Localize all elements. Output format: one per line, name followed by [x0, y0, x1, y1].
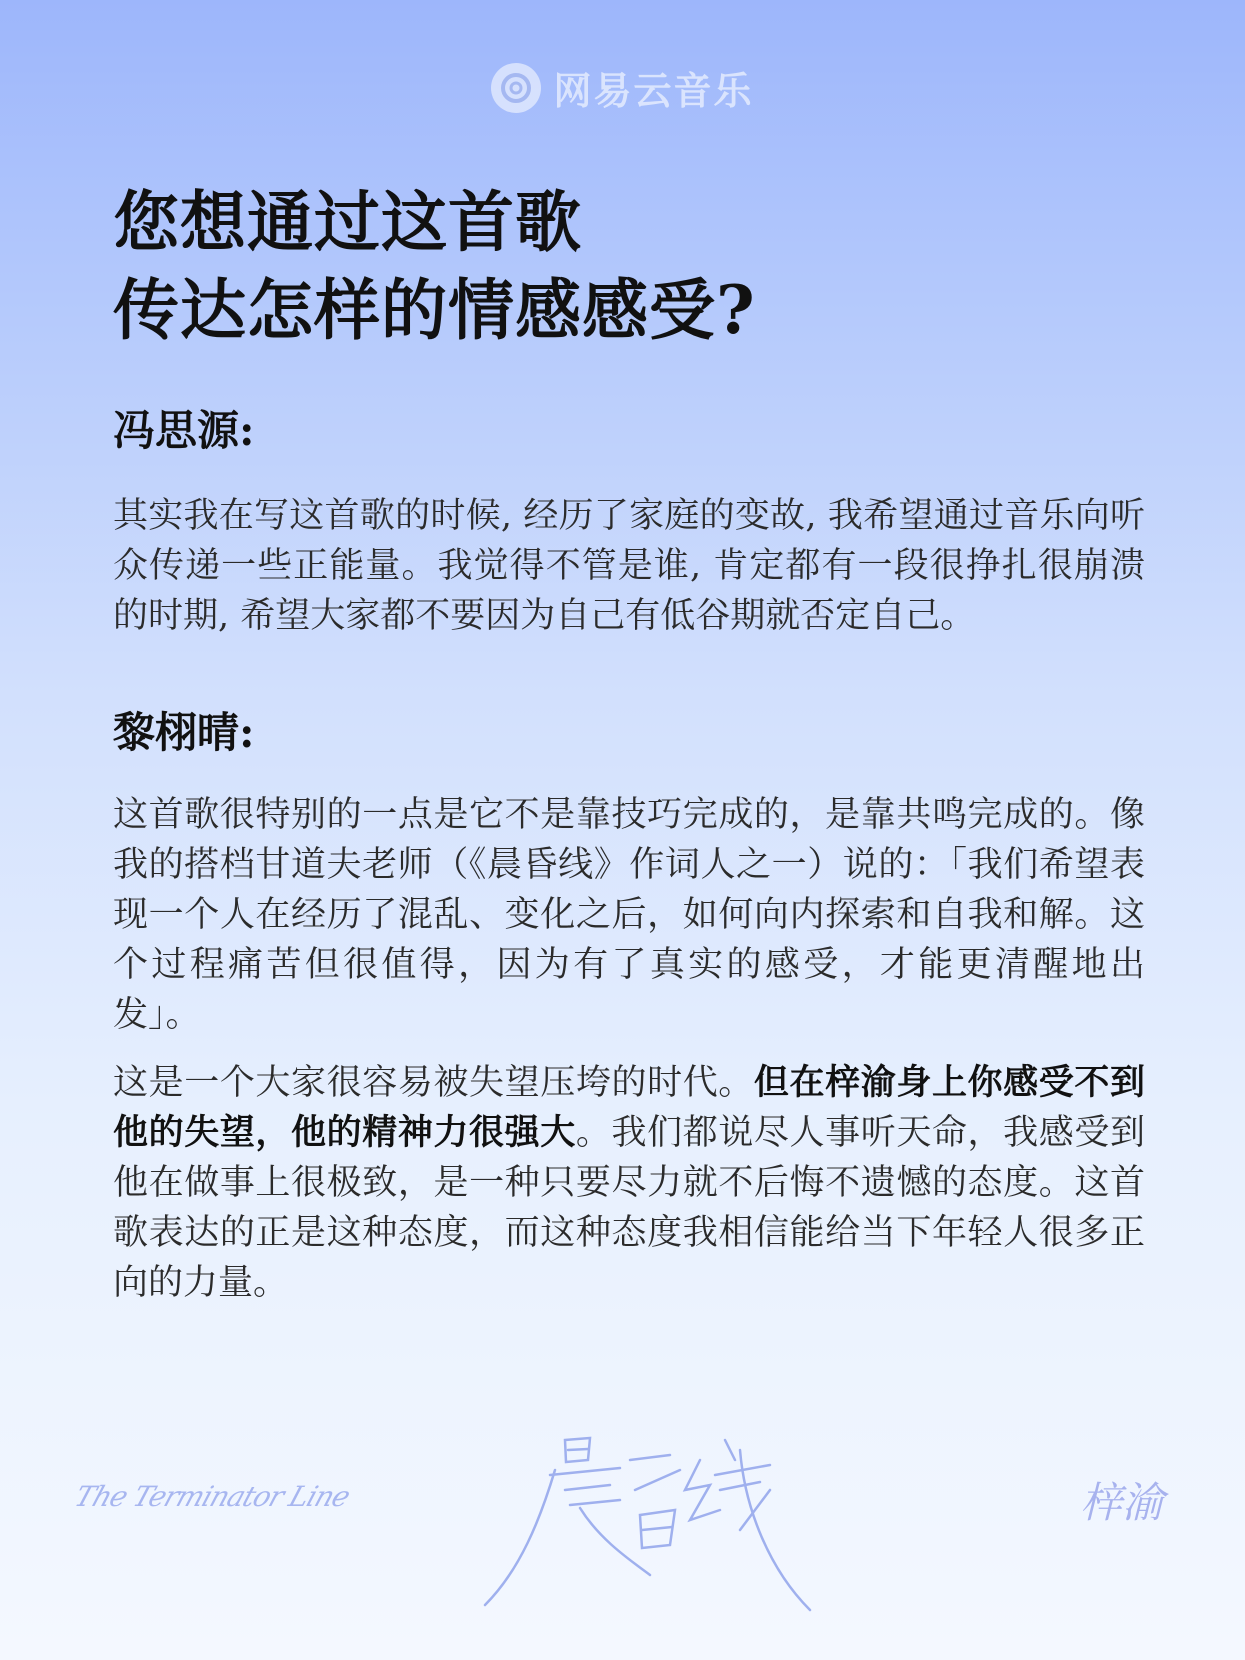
- brand-logo: [0, 60, 1245, 115]
- speaker-name: 冯思源:: [113, 406, 255, 455]
- title-line-1: 您想通过这首歌: [113, 183, 582, 261]
- answer-paragraph: 其实我在写这首歌的时候, 经历了家庭的变故, 我希望通过音乐向听众传递一些正能量。我觉得不管是谁, 肯定都有一段很挣扎很崩溃的时期, 希望大家都不要因为自己有低谷期就否定自己。: [113, 496, 1145, 636]
- answer-paragraph: 这首歌很特别的一点是它不是靠技巧完成的，是靠共鸣完成的。像我的搭档甘道夫老师（《晨昏线》作词人之一）说的：「我们希望表现一个人在经历了混乱、变化之后，如何向内探索和自我和解。这个过程痛苦但很值得，因为有了真实的感受，才能更清醒地出发」。: [113, 795, 1145, 1035]
- paragraph-text: 。我们都说尽人事听天命，我感受到他在做事上很极致，是一种只要尽力就不后悔不遗憾的态度。这首歌表达的正是这种态度，而这种态度我相信能给当下年轻人很多正向的力量。: [113, 1113, 1145, 1303]
- paragraph-text: 这是一个大家很容易被失望压垮的时代。: [113, 1063, 754, 1103]
- song-title-calligraphy: [470, 1430, 830, 1630]
- artist-signature: 梓渝: [1080, 1478, 1165, 1527]
- english-title-signature: The Terminator Line: [70, 1480, 354, 1513]
- paragraph-emphasis: 但在梓渝身上你感受不到他的失望，他的精神力很强大: [113, 1062, 1145, 1153]
- answer-paragraph: [113, 1058, 1145, 1308]
- speaker-name: 黎栩晴:: [113, 708, 255, 757]
- brand-name: 网易云音乐: [553, 69, 754, 113]
- title-line-2: 传达怎样的情感感受?: [113, 271, 756, 349]
- page-title: [113, 178, 1143, 354]
- netease-music-icon: [491, 63, 541, 113]
